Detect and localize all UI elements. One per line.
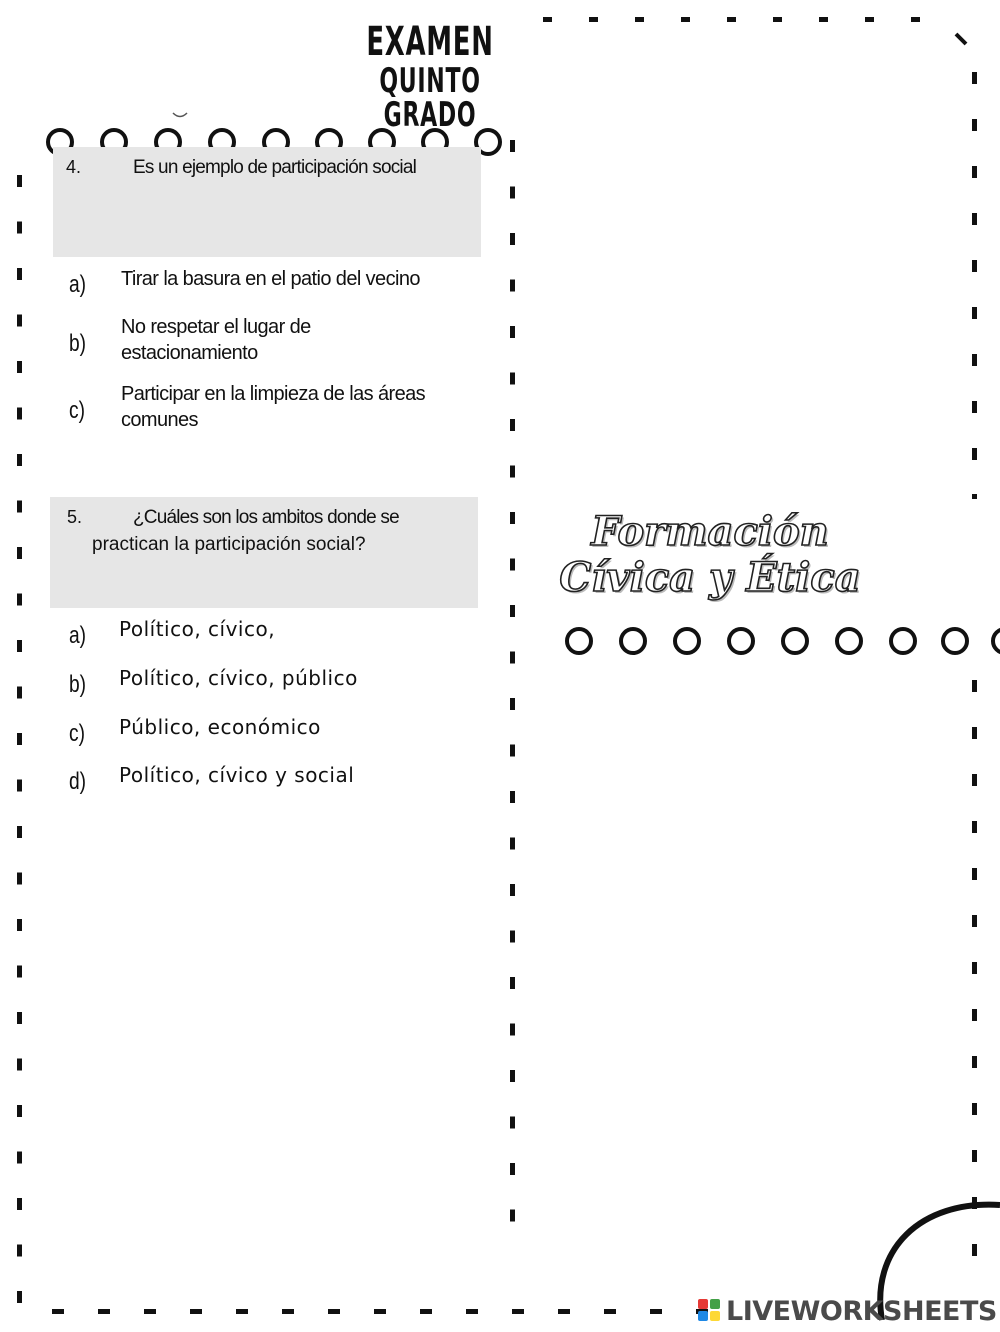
ring — [621, 629, 645, 653]
border-dash — [510, 977, 515, 989]
border-dash — [972, 1103, 977, 1115]
border-dash — [972, 915, 977, 927]
question-5-text-line2: practican la participación social? — [92, 534, 366, 555]
ring — [783, 629, 807, 653]
subject-title-line2: Cívica y Ética — [559, 554, 861, 601]
border-dash — [972, 260, 977, 272]
liveworksheets-brand[interactable]: LIVEWORKSHEETS — [726, 1296, 997, 1327]
border-dash — [17, 594, 22, 606]
border-dash — [972, 448, 977, 460]
ring — [729, 629, 753, 653]
border-dash — [510, 280, 515, 292]
border-dash — [17, 733, 22, 745]
border-dash — [17, 1152, 22, 1164]
border-dash — [510, 652, 515, 664]
border-dash — [510, 466, 515, 478]
border-dash — [17, 222, 22, 234]
border-dash — [510, 605, 515, 617]
q5-option-d-letter: d) — [69, 768, 87, 795]
border-dash — [17, 454, 22, 466]
border-dash — [510, 698, 515, 710]
q5-option-c-letter: c) — [69, 720, 85, 747]
subject-title — [545, 508, 875, 601]
border-dash — [420, 1309, 432, 1314]
border-dash — [17, 1245, 22, 1257]
border-dash — [510, 140, 515, 152]
border-dash — [819, 17, 828, 22]
border-dash — [282, 1309, 294, 1314]
border-dash — [17, 1291, 22, 1303]
border-dash — [17, 1012, 22, 1024]
q5-option-a-text[interactable]: Político, cívico, — [119, 617, 276, 641]
border-dash — [17, 175, 22, 187]
border-dash — [589, 17, 598, 22]
q4-option-a-letter: a) — [69, 271, 87, 298]
border-dash — [17, 315, 22, 327]
liveworksheets-logo-icon — [698, 1299, 722, 1323]
border-dash — [558, 1309, 570, 1314]
exam-title — [365, 19, 495, 135]
q5-option-c-text[interactable]: Público, económico — [119, 715, 321, 739]
small-mark — [173, 113, 187, 117]
border-dash — [17, 1105, 22, 1117]
ring — [891, 629, 915, 653]
border-dash — [17, 780, 22, 792]
border-dash — [17, 1059, 22, 1071]
question-4-text: Es un ejemplo de participación social — [133, 157, 417, 178]
border-dash — [17, 687, 22, 699]
border-dash — [17, 640, 22, 652]
border-dash — [972, 821, 977, 833]
border-dash — [510, 1117, 515, 1129]
border-dash — [972, 1009, 977, 1021]
border-dash — [17, 1198, 22, 1210]
exam-title-line1: EXAMEN — [366, 19, 494, 65]
border-dash — [17, 873, 22, 885]
border-dash — [466, 1309, 478, 1314]
border-dash — [236, 1309, 248, 1314]
question-5-text-line1: ¿Cuáles son los ambitos donde se — [133, 507, 399, 528]
border-dash — [510, 233, 515, 245]
border-dash — [972, 962, 977, 974]
q4-option-c-text[interactable]: Participar en la limpieza de las áreas comunes — [121, 383, 426, 431]
border-dash — [972, 72, 977, 84]
q5-option-a-letter: a) — [69, 622, 87, 649]
border-dash — [510, 1210, 515, 1222]
border-dash — [510, 326, 515, 338]
border-dash — [374, 1309, 386, 1314]
border-dash — [972, 166, 977, 178]
border-dash — [865, 17, 874, 22]
border-dash — [650, 1309, 662, 1314]
ring-row-middle — [567, 629, 1000, 653]
border-dash — [17, 408, 22, 420]
q4-option-a-text[interactable]: Tirar la basura en el patio del vecino — [121, 268, 420, 290]
border-dash — [972, 307, 977, 319]
border-dash — [17, 501, 22, 513]
border-dash — [510, 559, 515, 571]
border-dash — [17, 547, 22, 559]
ring — [675, 629, 699, 653]
border-dash — [98, 1309, 110, 1314]
border-dash — [972, 401, 977, 413]
border-dash — [972, 868, 977, 880]
border-dash — [972, 1244, 977, 1256]
question-4-number: 4. — [66, 157, 82, 177]
border-dash — [972, 1150, 977, 1162]
corner-tick — [956, 34, 966, 44]
border-dash — [17, 361, 22, 373]
q4-option-c-letter: c) — [69, 397, 85, 424]
border-dash — [328, 1309, 340, 1314]
border-dash — [972, 727, 977, 739]
border-dash — [510, 512, 515, 524]
border-dash — [17, 919, 22, 931]
border-dash — [972, 774, 977, 786]
border-dash — [510, 791, 515, 803]
q5-option-d-text[interactable]: Político, cívico y social — [119, 763, 355, 787]
border-dash — [911, 17, 920, 22]
border-dash — [190, 1309, 202, 1314]
border-dash — [972, 119, 977, 131]
border-dash — [510, 931, 515, 943]
border-dash — [727, 17, 736, 22]
border-dash — [510, 419, 515, 431]
border-dash — [972, 354, 977, 366]
ring — [943, 629, 967, 653]
ring — [567, 629, 591, 653]
border-dash — [972, 494, 977, 499]
border-dash — [773, 17, 782, 22]
border-dash — [972, 680, 977, 692]
exam-title-line2: QUINTO GRADO — [379, 61, 481, 135]
border-dash — [604, 1309, 616, 1314]
subject-title-line1: Formación — [591, 508, 829, 555]
question-5-number: 5. — [67, 507, 83, 527]
border-dash — [681, 17, 690, 22]
q5-option-b-letter: b) — [69, 671, 87, 698]
ring — [837, 629, 861, 653]
border-dash — [635, 17, 644, 22]
border-dash — [510, 187, 515, 199]
border-dash — [510, 884, 515, 896]
border-dash — [510, 745, 515, 757]
border-dash — [17, 826, 22, 838]
border-dash — [17, 966, 22, 978]
border-dash — [510, 838, 515, 850]
border-dash — [510, 1024, 515, 1036]
border-dash — [512, 1309, 524, 1314]
border-dash — [972, 213, 977, 225]
border-dash — [543, 17, 552, 22]
border-dash — [510, 373, 515, 385]
border-dash — [52, 1309, 64, 1314]
q4-option-b-letter: b) — [69, 330, 87, 357]
border-dash — [510, 1163, 515, 1175]
border-dash — [144, 1309, 156, 1314]
q5-option-b-text[interactable]: Político, cívico, público — [119, 666, 358, 690]
q4-option-b-text[interactable]: No respetar el lugar de estacionamiento — [121, 316, 311, 364]
border-dash — [17, 268, 22, 280]
border-dash — [510, 1070, 515, 1082]
border-dash — [972, 1056, 977, 1068]
ring — [993, 629, 1000, 653]
